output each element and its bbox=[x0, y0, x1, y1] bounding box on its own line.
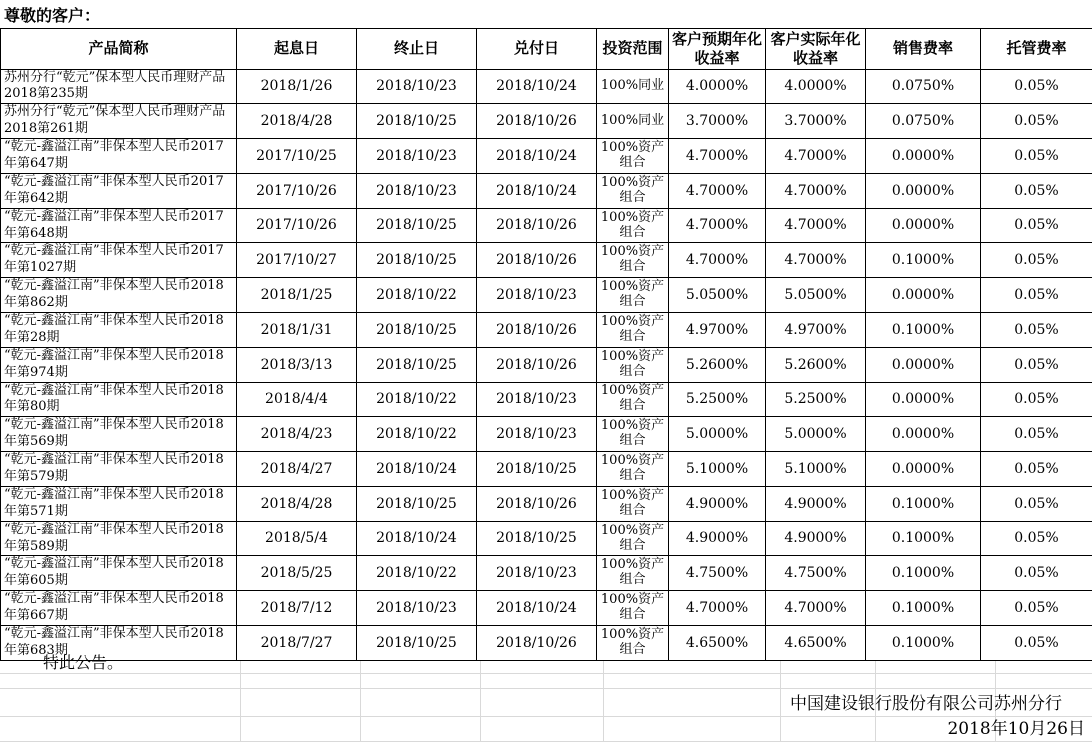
table-cell: 0.0000% bbox=[866, 452, 981, 487]
table-cell: 4.7000% bbox=[669, 139, 766, 174]
table-cell: 100%资产组合 bbox=[597, 347, 669, 382]
table-cell: 0.1000% bbox=[866, 486, 981, 521]
table-cell: 2018/10/23 bbox=[357, 173, 477, 208]
gridline bbox=[360, 648, 361, 742]
table-cell: 4.0000% bbox=[669, 69, 766, 104]
table-cell: 4.7000% bbox=[669, 208, 766, 243]
table-row bbox=[1, 452, 1092, 487]
table-cell: “乾元-鑫溢江南”非保本型人民币2018年第862期 bbox=[1, 278, 237, 313]
table-cell: 5.1000% bbox=[669, 452, 766, 487]
table-cell: “乾元-鑫溢江南”非保本型人民币2017年第1027期 bbox=[1, 243, 237, 278]
table-cell: 苏州分行“乾元”保本型人民币理财产品2018第235期 bbox=[1, 69, 237, 104]
table-cell: 0.05% bbox=[981, 486, 1092, 521]
signature-text: 中国建设银行股份有限公司苏州分行 bbox=[790, 694, 1062, 714]
gridline bbox=[0, 716, 1092, 717]
column-header: 客户实际年化收益率 bbox=[766, 29, 866, 70]
table-cell: 5.0500% bbox=[766, 278, 866, 313]
table-cell: 0.1000% bbox=[866, 521, 981, 556]
table-cell: 4.9700% bbox=[669, 312, 766, 347]
table-cell: 0.0000% bbox=[866, 173, 981, 208]
table-cell: 2018/10/25 bbox=[357, 626, 477, 661]
table-cell: 100%资产组合 bbox=[597, 521, 669, 556]
table-cell: 2018/7/27 bbox=[237, 626, 357, 661]
table-cell: 0.0000% bbox=[866, 139, 981, 174]
gridline bbox=[780, 648, 781, 742]
table-cell: 0.05% bbox=[981, 556, 1092, 591]
table-cell: 5.2500% bbox=[669, 382, 766, 417]
products-table bbox=[0, 28, 1092, 661]
table-cell: 2018/10/25 bbox=[357, 208, 477, 243]
table-cell: 0.0000% bbox=[866, 278, 981, 313]
table-cell: 0.05% bbox=[981, 104, 1092, 139]
table-cell: 2018/10/23 bbox=[357, 139, 477, 174]
table-cell: 2018/1/31 bbox=[237, 312, 357, 347]
table-row bbox=[1, 521, 1092, 556]
table-cell: 2018/10/25 bbox=[477, 452, 597, 487]
table-cell: 2018/10/24 bbox=[477, 173, 597, 208]
table-cell: 4.7000% bbox=[766, 139, 866, 174]
table-cell: 2018/7/12 bbox=[237, 591, 357, 626]
table-cell: 2018/10/24 bbox=[357, 521, 477, 556]
table-cell: 4.7000% bbox=[669, 591, 766, 626]
table-cell: 2018/10/24 bbox=[477, 139, 597, 174]
table-cell: 0.0000% bbox=[866, 382, 981, 417]
table-cell: 4.7000% bbox=[766, 173, 866, 208]
table-cell: 2018/10/24 bbox=[477, 69, 597, 104]
gridline bbox=[240, 648, 241, 742]
column-header: 投资范围 bbox=[597, 29, 669, 70]
gridline bbox=[0, 673, 1092, 674]
table-cell: 2018/10/25 bbox=[357, 347, 477, 382]
table-cell: 100%资产组合 bbox=[597, 486, 669, 521]
table-row bbox=[1, 382, 1092, 417]
table-row bbox=[1, 591, 1092, 626]
table-row bbox=[1, 243, 1092, 278]
table-cell: 2018/3/13 bbox=[237, 347, 357, 382]
table-row bbox=[1, 208, 1092, 243]
table-row bbox=[1, 139, 1092, 174]
column-header: 客户预期年化收益率 bbox=[669, 29, 766, 70]
table-cell: 100%资产组合 bbox=[597, 417, 669, 452]
table-row bbox=[1, 556, 1092, 591]
table-cell: 0.1000% bbox=[866, 626, 981, 661]
table-cell: 0.05% bbox=[981, 173, 1092, 208]
table-cell: 2018/10/26 bbox=[477, 243, 597, 278]
table-cell: 4.9000% bbox=[766, 486, 866, 521]
table-cell: 0.0000% bbox=[866, 347, 981, 382]
table-cell: 2018/10/25 bbox=[357, 243, 477, 278]
table-cell: 3.7000% bbox=[766, 104, 866, 139]
table-cell: “乾元-鑫溢江南”非保本型人民币2018年第28期 bbox=[1, 312, 237, 347]
table-cell: 100%资产组合 bbox=[597, 452, 669, 487]
table-cell: 2018/4/23 bbox=[237, 417, 357, 452]
table-cell: 2017/10/27 bbox=[237, 243, 357, 278]
table-cell: 100%同业 bbox=[597, 69, 669, 104]
table-cell: 0.05% bbox=[981, 417, 1092, 452]
table-cell: 0.0000% bbox=[866, 417, 981, 452]
table-row bbox=[1, 104, 1092, 139]
table-cell: 0.05% bbox=[981, 278, 1092, 313]
column-header: 兑付日 bbox=[477, 29, 597, 70]
table-cell: 5.0000% bbox=[669, 417, 766, 452]
table-body bbox=[1, 69, 1092, 660]
table-cell: 100%资产组合 bbox=[597, 243, 669, 278]
table-cell: 100%资产组合 bbox=[597, 278, 669, 313]
table-cell: 100%资产组合 bbox=[597, 208, 669, 243]
table-cell: 0.05% bbox=[981, 347, 1092, 382]
table-cell: 100%资产组合 bbox=[597, 382, 669, 417]
table-cell: 2018/4/4 bbox=[237, 382, 357, 417]
table-cell: 5.1000% bbox=[766, 452, 866, 487]
table-cell: 2018/10/25 bbox=[357, 486, 477, 521]
column-header: 销售费率 bbox=[866, 29, 981, 70]
table-row bbox=[1, 173, 1092, 208]
table-cell: 0.05% bbox=[981, 69, 1092, 104]
table-cell: 2018/10/23 bbox=[477, 417, 597, 452]
table-cell: 4.7000% bbox=[669, 243, 766, 278]
table-cell: 2018/4/28 bbox=[237, 104, 357, 139]
table-cell: “乾元-鑫溢江南”非保本型人民币2018年第579期 bbox=[1, 452, 237, 487]
table-cell: 2017/10/26 bbox=[237, 208, 357, 243]
table-row bbox=[1, 69, 1092, 104]
table-cell: 2018/1/26 bbox=[237, 69, 357, 104]
table-cell: 2018/10/23 bbox=[357, 591, 477, 626]
table-cell: 4.7000% bbox=[766, 591, 866, 626]
table-cell: 5.0000% bbox=[766, 417, 866, 452]
table-cell: 4.9000% bbox=[669, 521, 766, 556]
table-cell: 0.05% bbox=[981, 382, 1092, 417]
table-cell: 2018/10/25 bbox=[357, 104, 477, 139]
table-cell: 0.05% bbox=[981, 139, 1092, 174]
table-header-row bbox=[1, 29, 1092, 70]
table-cell: 0.1000% bbox=[866, 243, 981, 278]
table-row bbox=[1, 312, 1092, 347]
table-cell: 2018/10/22 bbox=[357, 556, 477, 591]
table-row bbox=[1, 417, 1092, 452]
table-cell: 4.7500% bbox=[669, 556, 766, 591]
table-cell: “乾元-鑫溢江南”非保本型人民币2018年第667期 bbox=[1, 591, 237, 626]
date-text: 2018年10月26日 bbox=[947, 719, 1085, 739]
column-header: 产品简称 bbox=[1, 29, 237, 70]
table-cell: 100%资产组合 bbox=[597, 312, 669, 347]
table-cell: “乾元-鑫溢江南”非保本型人民币2018年第571期 bbox=[1, 486, 237, 521]
table-cell: “乾元-鑫溢江南”非保本型人民币2018年第589期 bbox=[1, 521, 237, 556]
table-cell: 4.6500% bbox=[766, 626, 866, 661]
table-cell: 100%资产组合 bbox=[597, 139, 669, 174]
table-cell: 4.7500% bbox=[766, 556, 866, 591]
table-cell: 4.9000% bbox=[766, 521, 866, 556]
column-header: 托管费率 bbox=[981, 29, 1092, 70]
table-cell: 0.1000% bbox=[866, 556, 981, 591]
table-row bbox=[1, 486, 1092, 521]
table-cell: 2017/10/26 bbox=[237, 173, 357, 208]
table-cell: 0.0750% bbox=[866, 104, 981, 139]
table-cell: “乾元-鑫溢江南”非保本型人民币2018年第605期 bbox=[1, 556, 237, 591]
table-cell: “乾元-鑫溢江南”非保本型人民币2018年第683期 bbox=[1, 626, 237, 661]
table-cell: 2018/10/23 bbox=[477, 556, 597, 591]
table-cell: 2018/1/25 bbox=[237, 278, 357, 313]
greeting-text: 尊敬的客户： bbox=[4, 6, 101, 25]
table-cell: “乾元-鑫溢江南”非保本型人民币2018年第569期 bbox=[1, 417, 237, 452]
table-cell: 0.05% bbox=[981, 243, 1092, 278]
table-cell: 2018/10/22 bbox=[357, 382, 477, 417]
table-cell: 2018/10/24 bbox=[477, 591, 597, 626]
table-cell: 2017/10/25 bbox=[237, 139, 357, 174]
table-cell: 2018/4/27 bbox=[237, 452, 357, 487]
table-cell: 5.2600% bbox=[669, 347, 766, 382]
table-row bbox=[1, 347, 1092, 382]
table-cell: 2018/5/4 bbox=[237, 521, 357, 556]
table-cell: 2018/5/25 bbox=[237, 556, 357, 591]
table-cell: 4.7000% bbox=[669, 173, 766, 208]
table-cell: 4.7000% bbox=[766, 243, 866, 278]
table-cell: 0.0000% bbox=[866, 208, 981, 243]
table-cell: 0.0750% bbox=[866, 69, 981, 104]
table-row bbox=[1, 626, 1092, 661]
table-cell: 4.0000% bbox=[766, 69, 866, 104]
table-cell: 100%资产组合 bbox=[597, 556, 669, 591]
table-cell: 100%同业 bbox=[597, 104, 669, 139]
table-cell: 2018/10/25 bbox=[357, 312, 477, 347]
table-cell: 0.1000% bbox=[866, 591, 981, 626]
closing-text: 特此公告。 bbox=[43, 653, 124, 672]
column-header: 起息日 bbox=[237, 29, 357, 70]
table-cell: 0.05% bbox=[981, 626, 1092, 661]
table-cell: 4.7000% bbox=[766, 208, 866, 243]
table-cell: 2018/10/26 bbox=[477, 347, 597, 382]
table-cell: 5.2600% bbox=[766, 347, 866, 382]
table-cell: 2018/10/26 bbox=[477, 486, 597, 521]
table-cell: 2018/10/26 bbox=[477, 104, 597, 139]
table-cell: 0.05% bbox=[981, 452, 1092, 487]
table-cell: 0.05% bbox=[981, 591, 1092, 626]
table-cell: 2018/4/28 bbox=[237, 486, 357, 521]
gridline bbox=[480, 648, 481, 742]
table-row bbox=[1, 278, 1092, 313]
table-cell: 2018/10/25 bbox=[477, 521, 597, 556]
table-cell: 5.0500% bbox=[669, 278, 766, 313]
gridline bbox=[603, 648, 604, 742]
table-cell: “乾元-鑫溢江南”非保本型人民币2017年第648期 bbox=[1, 208, 237, 243]
table-cell: 5.2500% bbox=[766, 382, 866, 417]
table-cell: 2018/10/23 bbox=[357, 69, 477, 104]
table-cell: 2018/10/26 bbox=[477, 312, 597, 347]
table-cell: “乾元-鑫溢江南”非保本型人民币2018年第80期 bbox=[1, 382, 237, 417]
table-cell: 3.7000% bbox=[669, 104, 766, 139]
table-cell: 4.9000% bbox=[669, 486, 766, 521]
table-cell: “乾元-鑫溢江南”非保本型人民币2018年第974期 bbox=[1, 347, 237, 382]
table-cell: 4.6500% bbox=[669, 626, 766, 661]
table-cell: 0.1000% bbox=[866, 312, 981, 347]
table-cell: 4.9700% bbox=[766, 312, 866, 347]
table-cell: 2018/10/24 bbox=[357, 452, 477, 487]
table-cell: 2018/10/26 bbox=[477, 626, 597, 661]
table-cell: 0.05% bbox=[981, 208, 1092, 243]
table-cell: 100%资产组合 bbox=[597, 626, 669, 661]
table-cell: 2018/10/22 bbox=[357, 417, 477, 452]
table-cell: 2018/10/23 bbox=[477, 278, 597, 313]
column-header: 终止日 bbox=[357, 29, 477, 70]
table-cell: 苏州分行“乾元”保本型人民币理财产品2018第261期 bbox=[1, 104, 237, 139]
table-cell: 100%资产组合 bbox=[597, 173, 669, 208]
table-cell: 2018/10/26 bbox=[477, 208, 597, 243]
table-cell: 0.05% bbox=[981, 312, 1092, 347]
table-cell: 2018/10/22 bbox=[357, 278, 477, 313]
table-cell: 0.05% bbox=[981, 521, 1092, 556]
table-cell: “乾元-鑫溢江南”非保本型人民币2017年第647期 bbox=[1, 139, 237, 174]
table-cell: 100%资产组合 bbox=[597, 591, 669, 626]
table-cell: 2018/10/23 bbox=[477, 382, 597, 417]
table-cell: “乾元-鑫溢江南”非保本型人民币2017年第642期 bbox=[1, 173, 237, 208]
